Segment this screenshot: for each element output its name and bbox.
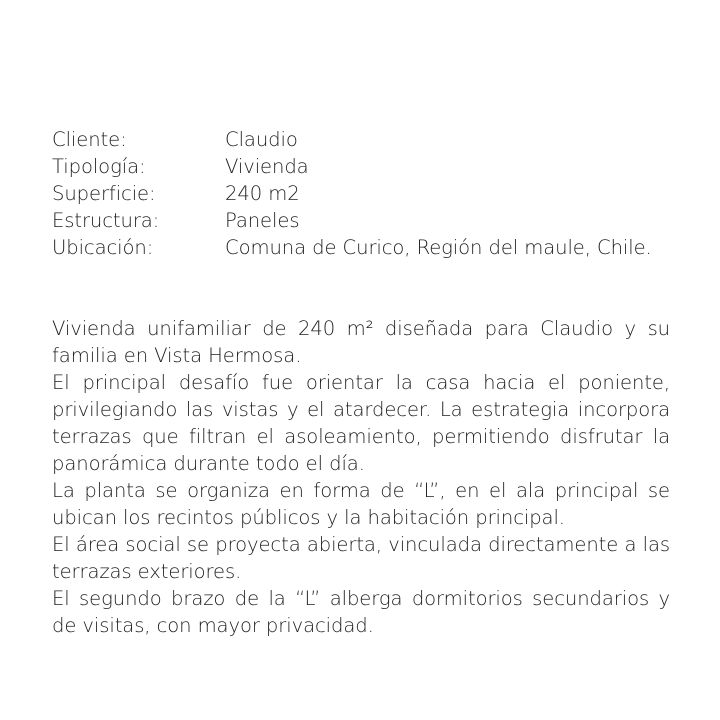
spec-row-typology bbox=[52, 153, 670, 180]
spec-value: Paneles bbox=[225, 209, 300, 232]
spec-label: Ubicación: bbox=[52, 236, 154, 259]
spec-label: Superficie: bbox=[52, 182, 156, 205]
spec-label: Tipología: bbox=[52, 155, 146, 178]
spec-row-structure bbox=[52, 207, 670, 234]
section-spacer bbox=[52, 261, 670, 315]
project-specs bbox=[52, 126, 670, 261]
spec-row-surface bbox=[52, 180, 670, 207]
description-paragraph: El área social se proyecta abierta, vinculada directamente a las terrazas exteriores. bbox=[52, 533, 670, 583]
description-paragraph: Vivienda unifamiliar de 240 m² diseñada para Claudio y su familia en Vista Hermosa. bbox=[52, 317, 670, 367]
spec-value: Comuna de Curico, Región del maule, Chile. bbox=[225, 236, 652, 259]
description-paragraph: El segundo brazo de la “L” alberga dormitorios secundarios y de visitas, con mayor privacidad. bbox=[52, 587, 670, 637]
spec-label: Estructura: bbox=[52, 209, 160, 232]
spec-row-client bbox=[52, 126, 670, 153]
spec-label: Cliente: bbox=[52, 128, 127, 151]
project-sheet bbox=[52, 126, 670, 639]
project-description bbox=[52, 315, 670, 639]
spec-row-location bbox=[52, 234, 670, 261]
spec-value: Claudio bbox=[225, 128, 298, 151]
description-paragraph: La planta se organiza en forma de “L”, en el ala principal se ubican los recintos públicos y la habitación principal. bbox=[52, 479, 670, 529]
spec-value: 240 m2 bbox=[225, 182, 300, 205]
description-paragraph: El principal desafío fue orientar la casa hacia el poniente, privilegiando las vistas y el atardecer. La estrategia incorpora terrazas que filtran el asoleamiento, permitiendo disfrutar la panorámica durante todo el día. bbox=[52, 371, 670, 475]
spec-value: Vivienda bbox=[225, 155, 309, 178]
